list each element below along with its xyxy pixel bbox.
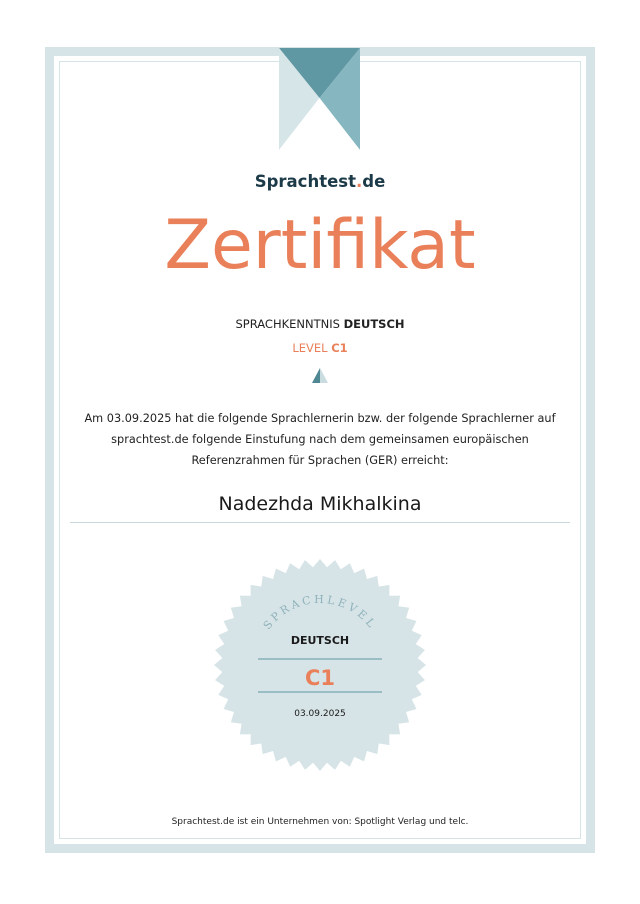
triangle-divider-icon	[311, 368, 329, 383]
holder-name: Nadezhda Mikhalkina	[218, 493, 422, 515]
subject-line: SPRACHKENNTNIS DEUTSCH	[235, 317, 405, 331]
ribbon-icon	[279, 48, 360, 150]
statement-text: Am 03.09.2025 hat die folgende Sprachlernerin bzw. der folgende Sprachlerner auf sprachtest.de folgende Einstufung nach dem gemeinsamen europäischen Referenzrahmen für Sprachen (GER) erreicht:	[84, 412, 556, 467]
certificate-title: Zertifikat	[164, 206, 476, 285]
seal-arc-text: SPRACHLEVEL	[260, 592, 380, 633]
name-underline	[70, 522, 570, 523]
brand-logo: Sprachtest.de	[254, 172, 386, 191]
seal-date: 03.09.2025	[294, 709, 346, 719]
seal-starburst	[214, 559, 426, 771]
level-line: LEVEL C1	[292, 341, 348, 355]
seal-level: C1	[304, 666, 336, 690]
level-seal	[212, 557, 428, 773]
seal-language: DEUTSCH	[290, 634, 350, 647]
footer-note: Sprachtest.de ist ein Unternehmen von: Spotlight Verlag und telc.	[171, 817, 469, 827]
